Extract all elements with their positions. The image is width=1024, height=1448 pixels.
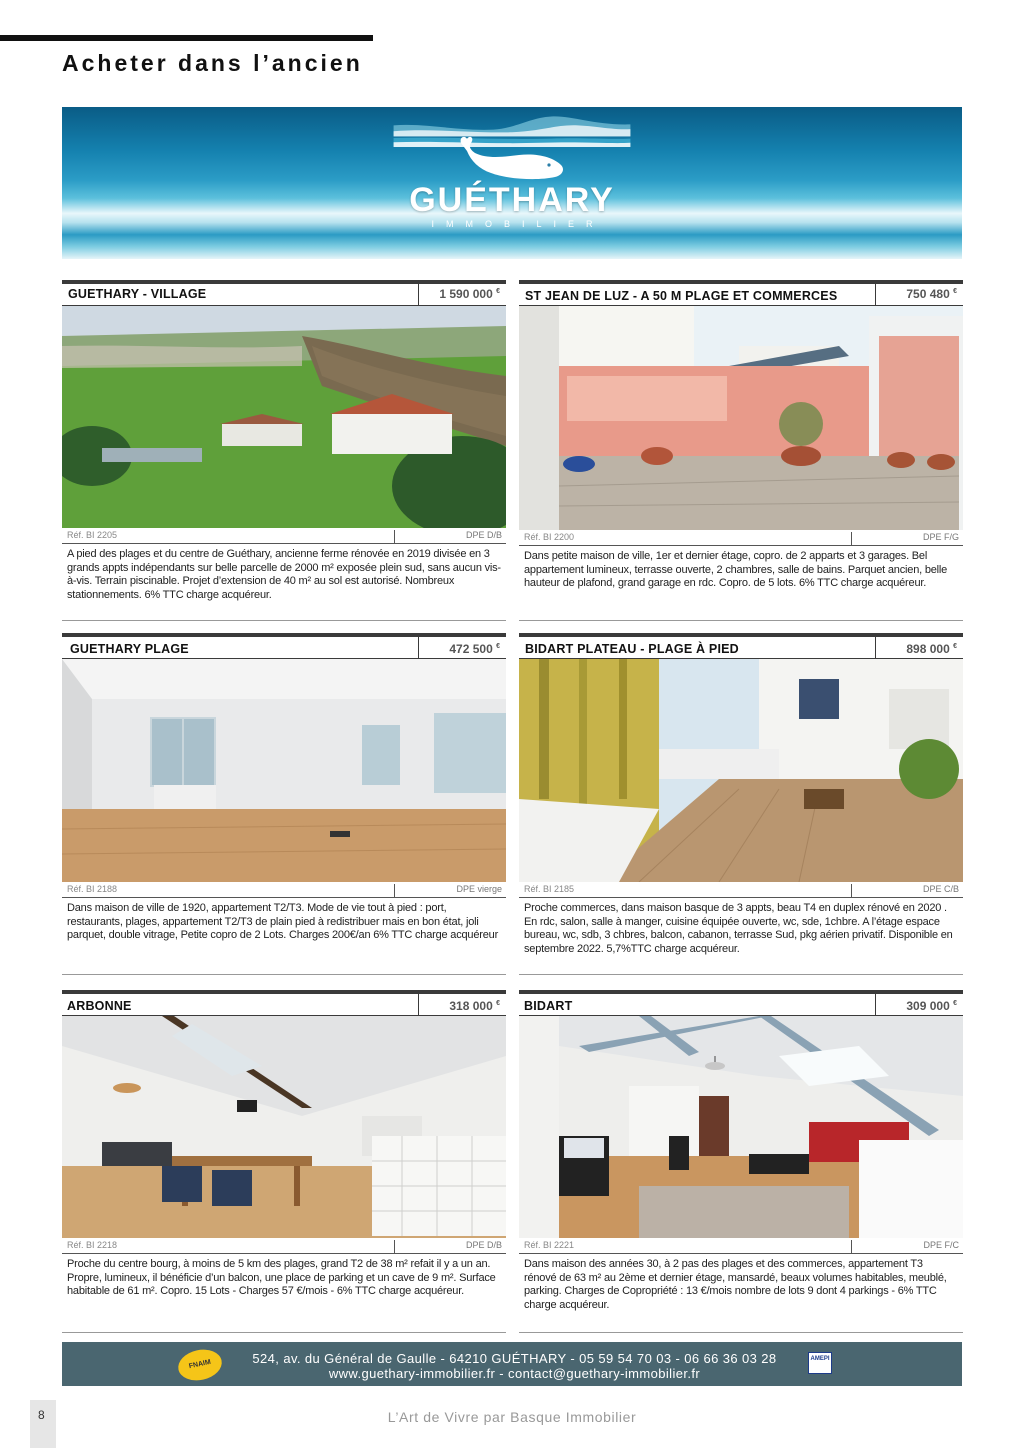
listing-place: BIDART — [524, 999, 573, 1013]
listing-description: Proche du centre bourg, à moins de 5 km des plages, grand T2 de 38 m² refait il y a un an. Propre, lumineux, il bénéficie d’un balcon, une place de parking et un cave de 9 m². Surface habitable de 61 m². Copro. 15 Lots - Charges 57 €/mois - 6% TTC charge acquéreur. — [67, 1258, 496, 1298]
divider — [519, 974, 963, 975]
price-value: 1 590 000 — [439, 287, 493, 301]
listing-meta — [519, 882, 963, 898]
price-value: 898 000 — [906, 642, 950, 656]
divider — [62, 620, 506, 621]
divider — [519, 620, 963, 621]
listing-dpe: DPE C/B — [851, 884, 963, 898]
listing-card — [519, 990, 963, 1312]
listing-ref: Réf. BI 2185 — [524, 884, 575, 894]
listing-header — [519, 633, 963, 659]
divider — [62, 1332, 506, 1333]
listing-header — [62, 990, 506, 1016]
listing-dpe: DPE F/G — [851, 532, 963, 546]
listing-meta — [519, 1238, 963, 1254]
listing-header — [519, 990, 963, 1016]
listing-dpe: DPE F/C — [851, 1240, 963, 1254]
listing-price: 472 500 € — [418, 637, 506, 658]
price-value: 750 480 — [906, 287, 950, 301]
listing-meta — [62, 882, 506, 898]
listing-header — [519, 280, 963, 306]
divider — [62, 974, 506, 975]
listing-place: ST JEAN DE LUZ - A 50 M PLAGE ET COMMERCES — [525, 289, 838, 303]
listing-description: Proche commerces, dans maison basque de 3 appts, beau T4 en duplex rénové en 2020 . En rdc, salon, salle à manger, cuisine équipée ouverte, wc, sde, 1chbre. A l’étage espace bureau, wc, sdb, 3 chbres, balcon, cabanon, terrasse Sud, pkg aérien privatif. Disponible en septembre 2022. 5,7%TTC charge acquéreur. — [524, 902, 953, 955]
photo-illustration — [519, 659, 963, 882]
listing-ref: Réf. BI 2200 — [524, 532, 575, 542]
photo-illustration — [62, 306, 506, 528]
page-number: 8 — [38, 1408, 45, 1422]
page-tagline: L’Art de Vivre par Basque Immobilier — [387, 1409, 637, 1425]
listing-card — [519, 633, 963, 956]
brand-sub: IMMOBILIER — [431, 219, 605, 229]
section-title: Acheter dans l’ancien — [62, 50, 363, 76]
listing-place: ARBONNE — [67, 999, 132, 1013]
listing-header — [62, 633, 506, 659]
agency-contact-bar — [62, 1342, 962, 1386]
amepi-logo: AMEPI — [808, 1352, 832, 1374]
photo-illustration — [519, 1016, 963, 1238]
photo-illustration — [519, 306, 963, 530]
aerial-farmhouse-photo — [62, 306, 506, 528]
listing-dpe: DPE D/B — [394, 530, 506, 544]
listing-price: 318 000 € — [418, 994, 506, 1015]
price-value: 472 500 — [449, 642, 493, 656]
listing-description: Dans maison de ville de 1920, appartement T2/T3. Mode de vie tout à pied : port, restaurants, plages, appartement T2/T3 de plain pied à redistribuer mais en bon état, joli parquet, double vitrage, Petite copro de 2 Lots. Charges 200€/an 6% TTC charge acquéreur — [67, 902, 499, 942]
listing-price: 898 000 € — [875, 637, 963, 658]
agency-address: 524, av. du Général de Gaulle - 64210 GUÉTHARY - 05 59 54 70 03 - 06 66 36 03 28 — [252, 1351, 777, 1366]
listing-price: 750 480 € — [875, 284, 963, 305]
listing-place: GUETHARY PLAGE — [70, 642, 189, 656]
divider — [519, 1332, 963, 1333]
listing-ref: Réf. BI 2218 — [67, 1240, 118, 1250]
listing-dpe: DPE vierge — [394, 884, 506, 898]
photo-illustration — [62, 659, 506, 882]
wooden-terrace-photo — [519, 659, 963, 882]
listing-price: 1 590 000 € — [418, 284, 506, 305]
agency-web-contact[interactable]: www.guethary-immobilier.fr - contact@guethary-immobilier.fr — [328, 1366, 701, 1381]
brand-logo — [62, 135, 962, 229]
listing-description: Dans petite maison de ville, 1er et dernier étage, copro. de 2 apparts et 3 garages. Bel appartement lumineux, terrasse ouverte, 2 chambres, salle de bains. Parquet ancien, belle hauteur de plafond, grand garage en rdc. Copro. de 5 lots. 6% TTC charge acquéreur. — [524, 550, 948, 590]
listing-header — [62, 280, 506, 306]
listing-card — [62, 990, 506, 1299]
listing-place: GUETHARY - VILLAGE — [68, 287, 207, 301]
price-value: 318 000 — [449, 999, 493, 1013]
listing-card — [62, 280, 506, 602]
banner — [62, 107, 962, 259]
listing-description: A pied des plages et du centre de Guéthary, ancienne ferme rénovée en 2019 divisée en 3 grands appts indépendants sur belle parcelle de 2000 m² exposée plein sud, sans aucun vis-à-vis. Terrain piscinable. Projet d’extension de 40 m² au sol est autorisé. Nombreux stationnements. 6% TTC charge acquéreur. — [67, 548, 501, 601]
brand-name: GUÉTHARY — [409, 181, 615, 219]
listing-meta — [62, 528, 506, 544]
listing-card — [519, 280, 963, 591]
listing-ref: Réf. BI 2205 — [67, 530, 118, 540]
pink-terrace-photo — [519, 306, 963, 530]
listing-meta — [519, 530, 963, 546]
fnaim-logo: FNAIM — [175, 1346, 224, 1384]
listing-card — [62, 633, 506, 943]
attic-living-photo — [62, 1016, 506, 1238]
listing-description: Dans maison des années 30, à 2 pas des plages et des commerces, appartement T3 rénové de 63 m² au 2ème et dernier étage, mansardé, beaux volumes habitables, meublé, parking. Charges de Copropriété : 13 €/mois nombre de lots 9 dont 4 parkings - 6% TTC charge acquéreur. — [524, 1258, 947, 1311]
top-rule — [0, 35, 373, 41]
listing-price: 309 000 € — [875, 994, 963, 1015]
listing-place: BIDART PLATEAU - PLAGE À PIED — [525, 642, 739, 656]
price-value: 309 000 — [906, 999, 950, 1013]
listing-ref: Réf. BI 2188 — [67, 884, 118, 894]
empty-room-photo — [62, 659, 506, 882]
listing-meta — [62, 1238, 506, 1254]
whale-icon — [457, 135, 567, 181]
listing-dpe: DPE D/B — [394, 1240, 506, 1254]
mansard-living-photo — [519, 1016, 963, 1238]
photo-illustration — [62, 1016, 506, 1238]
listing-ref: Réf. BI 2221 — [524, 1240, 575, 1250]
